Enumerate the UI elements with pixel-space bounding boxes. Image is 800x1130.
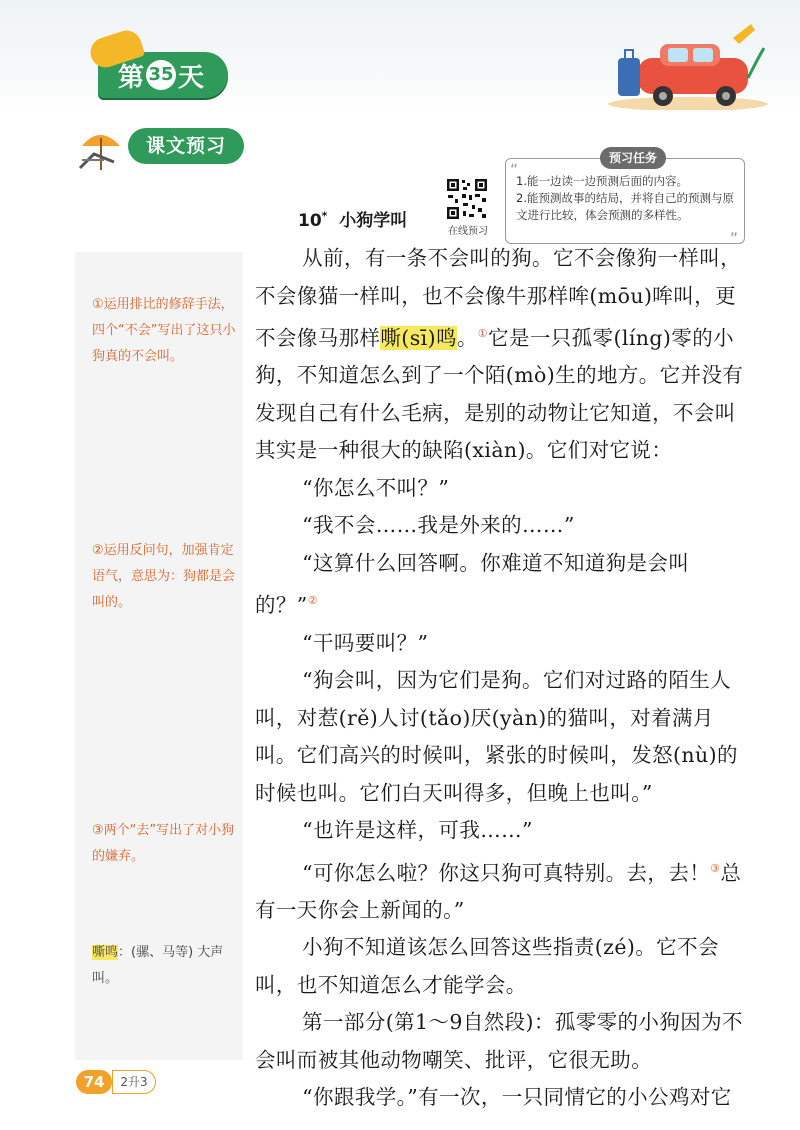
- side-note-3: ③两个“去”写出了对小狗的嫌弃。: [92, 823, 235, 864]
- page-number: 74: [76, 1070, 112, 1094]
- paragraph: [255, 850, 747, 930]
- grade-tag: 2升3: [112, 1070, 156, 1094]
- task-list: [516, 173, 738, 224]
- lesson-name: 小狗学叫: [339, 211, 408, 231]
- day-label: [118, 56, 204, 94]
- paragraph-text: “可你怎么啦？你这只狗可真特别。去，去！: [302, 860, 711, 885]
- paragraph: “你跟我学。”有一次，一只同情它的小公鸡对它: [302, 1085, 732, 1110]
- note-ref: ③: [710, 861, 721, 875]
- paragraph: [255, 545, 747, 625]
- paragraph: [255, 240, 747, 470]
- paragraph-text: 它是一只孤零(líng)零的小狗，不知道怎么到了一个陌(mò)生的地方。它并没有发现自己有什么毛病，是别的动物让它知道，不会叫其实是一种很大的缺陷(xiàn)。它们对它说：: [255, 325, 744, 463]
- beach-chair-umbrella-icon: [74, 124, 130, 172]
- definition-term: 嘶鸣: [92, 945, 119, 960]
- highlighted-word: 嘶(sī)鸣: [380, 325, 457, 350]
- lesson-body: [255, 240, 747, 1117]
- paragraph-text: “这算什么回答啊。你难道不知道狗是会叫的？”: [255, 550, 690, 618]
- side-note-2: ②运用反问句，加强肯定语气，意思为：狗都是会叫的。: [92, 543, 236, 610]
- day-suffix: 天: [178, 62, 205, 93]
- section-label: 课文预习: [128, 128, 244, 164]
- paragraph: “我不会……我是外来的……”: [302, 513, 575, 538]
- definition-note: [92, 940, 242, 992]
- note-ref: ②: [307, 594, 318, 608]
- note-ref: ①: [477, 327, 489, 340]
- task-title: 预习任务: [600, 147, 666, 169]
- task-item: 1.能一边读一边预测后面的内容。: [516, 174, 688, 188]
- preview-task-box: [505, 151, 745, 248]
- quote-close-icon: ”: [729, 229, 738, 248]
- paragraph: 小狗不知道该怎么回答这些指责(zé)。它不会叫，也不知道怎么才能学会。: [255, 935, 719, 997]
- paragraph: “干吗要叫？”: [302, 630, 429, 655]
- paragraph: “狗会叫，因为它们是狗。它们对过路的陌生人叫，对惹(rě)人讨(tǎo)厌(yàn)的猫叫，对着满月叫。它们高兴的时候叫，紧张的时候叫，发怒(nù)的时候也叫。它们白天叫得多，但晚上也叫。”: [255, 668, 738, 805]
- lesson-mark: *: [321, 209, 328, 223]
- paragraph-text: 。: [456, 325, 478, 350]
- day-prefix: 第: [118, 62, 145, 93]
- qr-label: 在线预习: [448, 226, 488, 237]
- task-item: 2.能预测故事的结局，并将自己的预测与原文进行比较，体会预测的多样性。: [516, 191, 734, 222]
- lesson-number: 10: [298, 211, 322, 231]
- paragraph: “你怎么不叫？”: [302, 475, 450, 500]
- side-note-column: [75, 252, 243, 1060]
- paragraph: “也许是这样，可我……”: [302, 818, 533, 843]
- paragraph-summary: 第一部分(第1～9自然段)：孤零零的小狗因为不会叫而被其他动物嘲笑、批评，它很无助。: [255, 1010, 743, 1072]
- lesson-title: [298, 206, 407, 231]
- side-note-1: ①运用排比的修辞手法，四个“不会”写出了这只小狗真的不会叫。: [92, 297, 236, 364]
- car-luggage-illustration: [598, 18, 768, 110]
- qr-code-icon[interactable]: [446, 178, 488, 220]
- day-badge: [98, 52, 228, 98]
- quote-open-icon: “: [510, 160, 519, 179]
- definition-text: ：(骡、马等) 大声叫。: [92, 945, 224, 986]
- day-number: 35: [146, 60, 176, 90]
- paragraph-text: 总有一天你会上新闻的。”: [255, 860, 742, 922]
- paragraph-text: 从前，有一条不会叫的狗。它不会像狗一样叫，不会像猫一样叫，也不会像牛那样哞(mōu)哞叫，更不会像马那样: [255, 246, 742, 350]
